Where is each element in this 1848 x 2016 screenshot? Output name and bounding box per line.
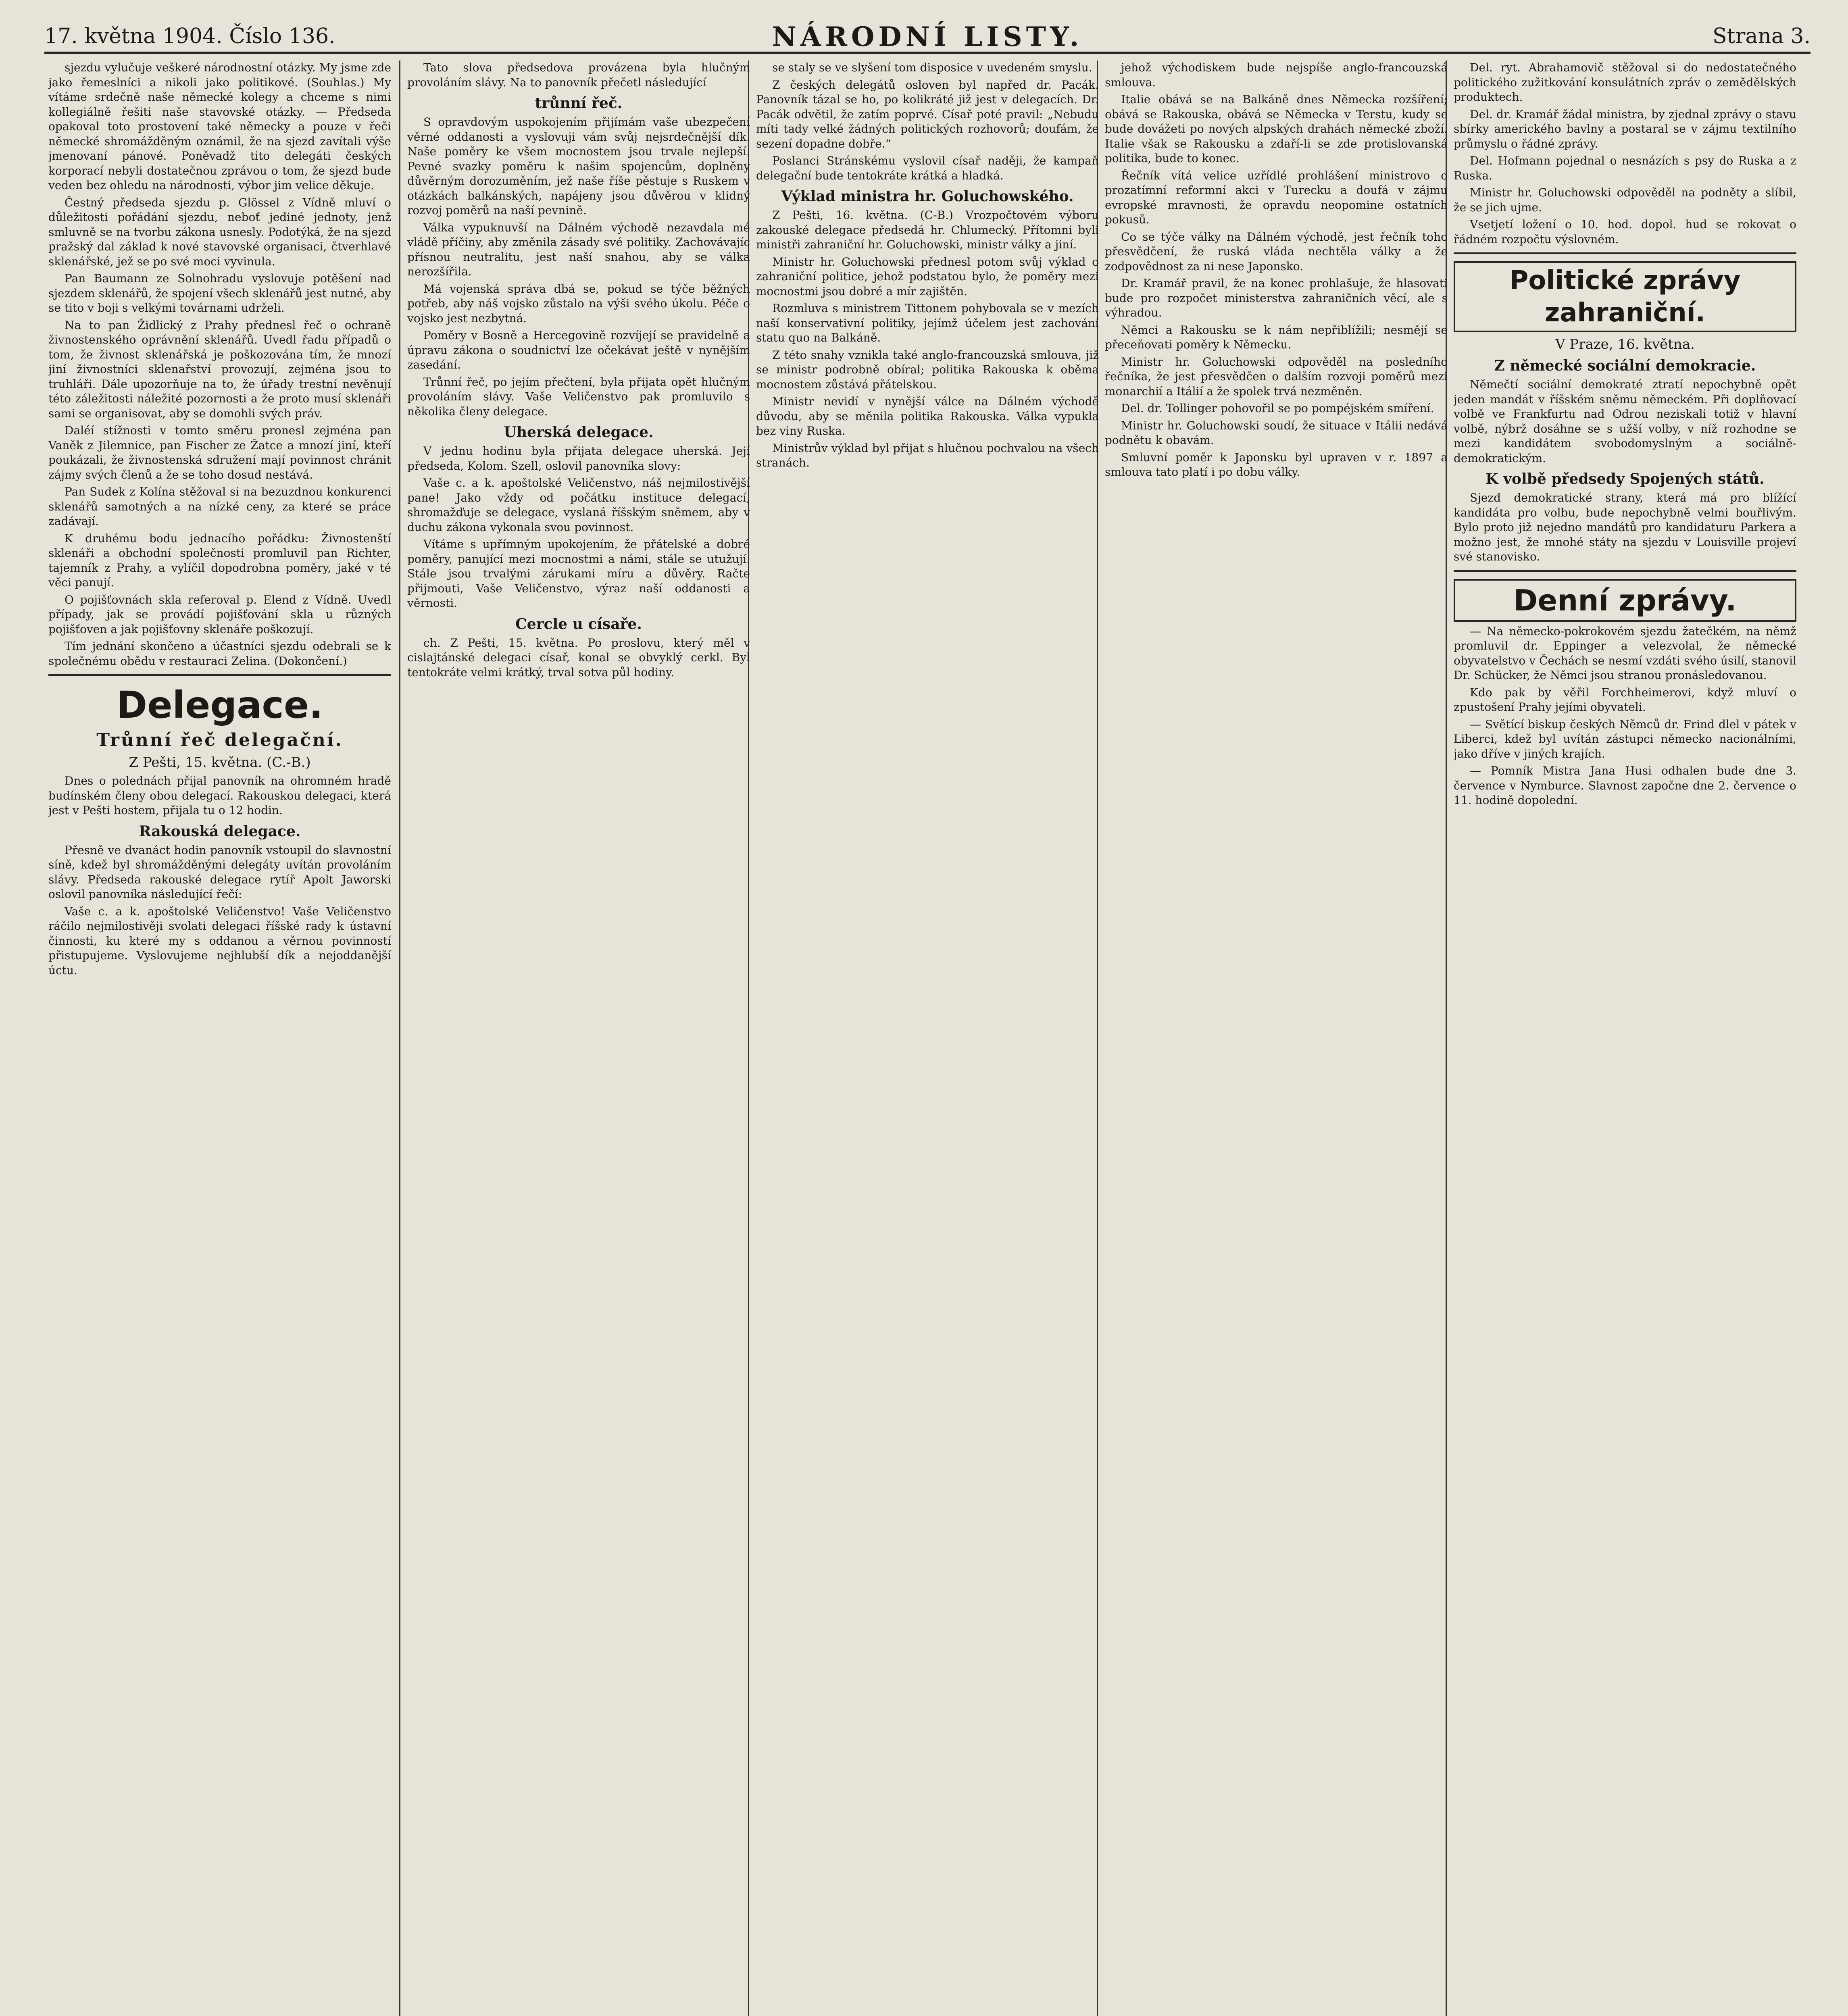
article-paragraph: Smluvní poměr k Japonsku byl upraven v r. 1897 a smlouva tato platí i po dobu války. <box>1105 450 1448 479</box>
article-paragraph: Dnes o polednách přijal panovník na ohromném hradě budínském členy obou delegací. Rakouskou delegaci, která jest v Pešti hostem, přijala tu o 12 hodin. <box>48 774 391 817</box>
article-paragraph: — Pomník Mistra Jana Husi odhalen bude dne 3. července v Nymburce. Slavnost započne dne 2. července o 11. hodině dopolední. <box>1454 764 1796 807</box>
column-2 <box>407 60 750 2016</box>
article-paragraph: Vaše c. a k. apoštolské Veličenstvo! Vaše Veličenstvo ráčilo nejmilostivěji svolati delegaci říšské rady k ústavní činnosti, ku které my s oddanou a věrnou povinností přistupujeme. Vyslovujeme nejhlubší dík a nejoddanější úctu. <box>48 904 391 977</box>
article-paragraph: Vaše c. a k. apoštolské Veličenstvo, náš nejmilostivější pane! Jako vždy od počátku instituce delegací, shromažďuje se delegace, vyslaná říšským sněmem, aby v duchu zákona vykonala svou povinnost. <box>407 476 750 534</box>
page-number: Strana 3. <box>1712 24 1810 48</box>
article-paragraph: Řečník vítá velice uzřídlé prohlášení ministrovo o prozatímní reformní akci v Turecku a doufá v zájmu evropské mravnosti, že opravdu neopomine ostatních pokusů. <box>1105 169 1448 226</box>
article-paragraph: Na to pan Židlický z Prahy přednesl řeč o ochraně živnostenského oprávnění sklenářů. Uvedl řadu případů o tom, že živnost sklenářská je poškozována tím, že mnozí jiní živnostníci sklenařství provozují, zejména jsou to truhláři. Dále upozorňuje na to, že úřady trestní nevěnují této záležitosti náležité pozornosti a že proto musí sklenáři sami se organisovat, aby se domohli svých práv. <box>48 318 391 420</box>
article-paragraph: Dr. Kramář pravil, že na konec prohlašuje, že hlasovati bude pro rozpočet ministerstva zahraničních věcí, ale s výhradou. <box>1105 277 1448 319</box>
subheading: Z německé sociální demokracie. <box>1494 357 1756 374</box>
article-paragraph: Ministr hr. Goluchowski přednesl potom svůj výklad o zahraniční politice, jehož podstatou bylo, že poměry mezi mocnostmi jsou dobré a mír zajištěn. <box>756 255 1099 298</box>
article-paragraph: Tím jednání skončeno a účastníci sjezdu odebrali se k společnému obědu v restauraci Zelina. (Dokončení.) <box>48 639 391 668</box>
article-paragraph: Daléí stížnosti v tomto směru pronesl zejména pan Vaněk z Jilemnice, pan Fischer ze Žatce a mnozí jiní, kteří poukázali, že živnostenská sdružení mají povinnost chránit zájmy svých členů a že se toho dosud nestává. <box>48 424 391 481</box>
article-paragraph: Kdo pak by věřil Forchheimerovi, když mluví o zpustošení Prahy jejími obyvateli. <box>1454 685 1796 714</box>
article-paragraph: Tato slova předsedova provázena byla hlučným provoláním slávy. Na to panovník přečetl následující <box>407 61 750 89</box>
article-paragraph: Trůnní řeč, po jejím přečtení, byla přijata opět hlučným provoláním slávy. Vaše Veličenstvo pak promluvilo s několika členy delegace. <box>407 375 750 418</box>
article-paragraph: O pojišťovnách skla referoval p. Elend z Vídně. Uvedl případy, jak se provádí pojišťování skla u různých pojišťoven a jak pojišťovny sklenáře poškozují. <box>48 593 391 636</box>
article-paragraph: Vítáme s upřímným upokojením, že přátelské a dobré poměry, panující mezi mocnostmi a námi, stále se utužují. Stále jsou trvalými zárukami míru a důvěry. Račte přijmouti, Vaše Veličenstvo, výraz naší oddanosti a věrnosti. <box>407 537 750 610</box>
article-paragraph: K druhému bodu jednacího pořádku: Živnostenští sklenáři a obchodní společnosti promluvil pan Richter, tajemník z Prahy, a vylíčil dopodrobna poměry, jaké v té věci panují. <box>48 531 391 589</box>
article-paragraph: Poměry v Bosně a Hercegovině rozvíjejí se pravidelně a úpravu zákona o soudnictví lze očekávat ještě v nynějším zasedání. <box>407 329 750 371</box>
article-paragraph: V jednu hodinu byla přijata delegace uherská. Její předseda, Kolom. Szell, oslovil panovníka slovy: <box>407 444 750 473</box>
issue-date: 17. května 1904. Číslo 136. <box>44 24 335 48</box>
article-paragraph: ch. Z Pešti, 15. května. Po proslovu, který měl v cislajtánské delegaci císař, konal se obvyklý cerkl. Byl tentokráte velmi krátký, trval sotva půl hodiny. <box>407 636 750 679</box>
article-paragraph: Poslanci Stránskému vyslovil císař naději, že kampaň delegační bude tentokráte krátká a hladká. <box>756 154 1099 182</box>
article-paragraph: Del. Hofmann pojednal o nesnázích s psy do Ruska a z Ruska. <box>1454 154 1796 182</box>
article-paragraph: Němečtí sociální demokraté ztratí nepochybně opět jeden mandát v říšském sněmu německém. Při doplňovací volbě ve Frankfurtu nad Odrou neziskali totiž v hlavní volbě, nýbrž dosáhne se s užší volby, v níž rozhodne se mezi kandidátem svobodomyslným a sociálně-demokratickým. <box>1454 378 1796 465</box>
delegace-subheadline: Trůnní řeč delegační. <box>96 730 343 750</box>
article-paragraph: Ministr hr. Goluchowski soudí, že situace v Itálii nedává podnětu k obavám. <box>1105 419 1448 447</box>
article-paragraph: se staly se ve slyšení tom disposice v uvedeném smyslu. <box>772 61 1092 74</box>
article-paragraph: Z českých delegátů osloven byl napřed dr. Pacák. Panovník tázal se ho, po kolikráté již jest v delegacích. Dr. Pacák odvětil, že zatím poprvé. Císař poté pravil: „Nebudu míti tady velké žádných politických rozhovorů; doufám, že sezení dopadne dobře.“ <box>756 78 1099 150</box>
article-paragraph: Co se týče války na Dálném východě, jest řečník toho přesvědčení, že ruská vláda nechtěla války a že zodpovědnost za ni nese Japonsko. <box>1105 230 1448 273</box>
section-divider <box>1454 570 1796 572</box>
column-1 <box>48 60 391 2016</box>
article-paragraph: — Na německo-pokrokovém sjezdu žatečkém, na němž promluvil dr. Eppinger a velezvolal, že německé obyvatelstvo v Čechách se nesmí vzdáti svého úsilí, stanovil Dr. Schücker, že Němci jsou stranou pronásledovanou. <box>1454 624 1796 682</box>
article-paragraph: Ministrův výklad byl přijat s hlučnou pochvalou na všech stranách. <box>756 441 1099 469</box>
column-5 <box>1454 60 1796 2016</box>
article-paragraph: Pan Sudek z Kolína stěžoval si na bezuzdnou konkurenci sklenářů samotných a na nízké ceny, za které se práce zadávají. <box>48 485 391 528</box>
article-paragraph: Ministr hr. Goluchowski odpověděl na podněty a slíbil, že se jich ujme. <box>1454 186 1796 214</box>
section-divider <box>48 674 391 676</box>
article-paragraph: Vsetjetí ložení o 10. hod. dopol. hud se rokovat o řádném rozpočtu výslovném. <box>1454 218 1796 246</box>
article-paragraph: Italie obává se na Balkáně dnes Německa rozšíření; obává se Rakouska, obává se Německa v Terstu, kudy se bude dovážeti po nových alpských drahách německé zboží. Italie však se Rakousku a zdaří-li se zde protislovanská politika, bude to konec. <box>1105 93 1448 165</box>
article-paragraph: Válka vypuknuvší na Dálném východě nezavdala mé vládě příčiny, aby změnila zásady své politiky. Zachovávajíc přísnou neutralitu, jest naší snahou, aby se válka nerozšířila. <box>407 221 750 278</box>
article-paragraph: Rozmluva s ministrem Tittonem pohybovala se v mezích naší konservativní politiky, jejímž účelem jest zachování statu quo na Balkáně. <box>756 302 1099 344</box>
column-rule <box>399 60 400 2016</box>
column-3 <box>756 60 1099 2016</box>
article-paragraph: Němci a Rakousku se k nám nepřiblížili; nesmějí se přeceňovati poměry k Německu. <box>1105 323 1448 351</box>
article-paragraph: S opravdovým uspokojením přijímám vaše ubezpečení věrné oddanosti a vyslovuji vám svůj nejsrdečnější dík. Naše poměry ke všem mocnostem jsou trvale nejlepší. Pevné svazky poměru k našim spojencům, doplněny důvěrným dorozuměním, jež naše říše pěstuje s Ruskem v otázkách balkánských, napájeny jsou důvěrou v klidný rozvoj poměrů na naší pevnině. <box>407 115 750 217</box>
subheading: Uherská delegace. <box>504 424 654 441</box>
column-4 <box>1105 60 1448 2016</box>
politicke-headline: Politické zprávy zahraniční. <box>1454 261 1796 332</box>
subheading: Výklad ministra hr. Goluchowského. <box>781 188 1074 205</box>
section-divider <box>1454 252 1796 254</box>
article-paragraph: Del. dr. Kramář žádal ministra, by zjednal zprávy o stavu sbírky amerického bavlny a postaral se v zájmu textilního průmyslu o řádné zprávy. <box>1454 107 1796 150</box>
subheading: Rakouská delegace. <box>139 823 301 840</box>
dateline: Z Pešti, 15. května. (C.-B.) <box>129 754 311 771</box>
page-header <box>44 19 1810 54</box>
denni-headline: Denní zprávy. <box>1454 579 1796 622</box>
subheading: Cercle u císaře. <box>515 615 642 633</box>
subheading: K volbě předsedy Spojených států. <box>1485 471 1765 487</box>
article-paragraph: Del. ryt. Abrahamovič stěžoval si do nedostatečného politického zužitkování konsulátních zpráv o zemědělských produktech. <box>1454 61 1796 104</box>
article-paragraph: Pan Baumann ze Solnohradu vyslovuje potěšení nad sjezdem sklenářů, že spojení všech sklenářů jest nutné, aby se tito v boji s velkými továrnami udrželi. <box>48 272 391 314</box>
article-paragraph: Ministr nevidí v nynější válce na Dálném východě důvodu, aby se měnila politika Rakouska. Válka vypukla bez viny Ruska. <box>756 395 1099 437</box>
article-paragraph: Čestný předseda sjezdu p. Glössel z Vídně mluví o důležitosti pořádání sjezdu, neboť jediné jednoty, jenž smluvně se na tvorbu zákona usnesly. Podotýká, že na sjezd pražský dal základ k nové stavovské organisaci, čtverhlavé sklenářské, jež se po své moci vyvinula. <box>48 196 391 268</box>
article-paragraph: Del. dr. Tollinger pohovořil se po pompéjském smíření. <box>1121 402 1434 415</box>
article-paragraph: Má vojenská správa dbá se, pokud se týče běžných potřeb, aby náš vojsko zůstalo na výši svého úkolu. Péče o vojsko jest nezbytná. <box>407 282 750 325</box>
article-paragraph: Z Pešti, 16. května. (C-B.) Vrozpočtovém výboru zakouské delegace předsedá hr. Chlumecký. Přítomni byli ministři zahraniční hr. Goluchowski, ministr války a jiní. <box>756 208 1099 251</box>
article-paragraph: jehož východiskem bude nejspíše anglo-francouzská smlouva. <box>1105 61 1448 89</box>
article-paragraph: sjezdu vylučuje veškeré národnostní otázky. My jsme zde jako řemeslníci a nikoli jako politikové. (Souhlas.) My vítáme srdečně naše německé kolegy a chceme s nimi kollegiálně řešiti naše stavovské otázky. — Předseda opakoval toto prostovení také německy a pouze v řeči německé shromážděným oznámil, že na sjezd zavítali výše jmenovaní pánové. Poněvadž tito delegáti českých korporací nebyli dostatečnou zprávou o tom, že sjezd bude veden bez ohledu na národnosti, výbor jim velice děkuje. <box>48 61 391 192</box>
article-paragraph: — Světící biskup českých Němců dr. Frind dlel v pátek v Liberci, kdež byl uvítán zástupci německo nacionálními, jako dříve v jiných krajích. <box>1454 717 1796 760</box>
dateline: V Praze, 16. května. <box>1555 336 1695 352</box>
subheading: trůnní řeč. <box>535 95 623 112</box>
article-paragraph: Přesně ve dvanáct hodin panovník vstoupil do slavnostní síně, kdež byl shromážděnými delegáty uvítán provoláním slávy. Předseda rakouské delegace rytíř Apolt Jaworski oslovil panovníka následující řečí: <box>48 843 391 901</box>
article-paragraph: Z této snahy vznikla také anglo-francouzská smlouva, již se ministr podrobně obíral; politika Rakouska k oběma mocnostem zůstává přátelskou. <box>756 348 1099 391</box>
article-paragraph: Sjezd demokratické strany, která má pro blížící kandidáta pro volbu, bude nepochybně velmi bouřlivým. Bylo proto již nejedno mandátů pro kandidaturu Parkera a možno jest, že mnohé státy na sjezdu v Louisville projeví své stanovisko. <box>1454 491 1796 563</box>
masthead: NÁRODNÍ LISTY. <box>772 21 1083 52</box>
article-paragraph: Ministr hr. Goluchowski odpověděl na posledního řečníka, že jest přesvědčen o dalším rozvoji poměrů mezi monarchií a Itálií a že spolek trvá nezměněn. <box>1105 355 1448 398</box>
delegace-headline: Delegace. <box>116 683 323 727</box>
